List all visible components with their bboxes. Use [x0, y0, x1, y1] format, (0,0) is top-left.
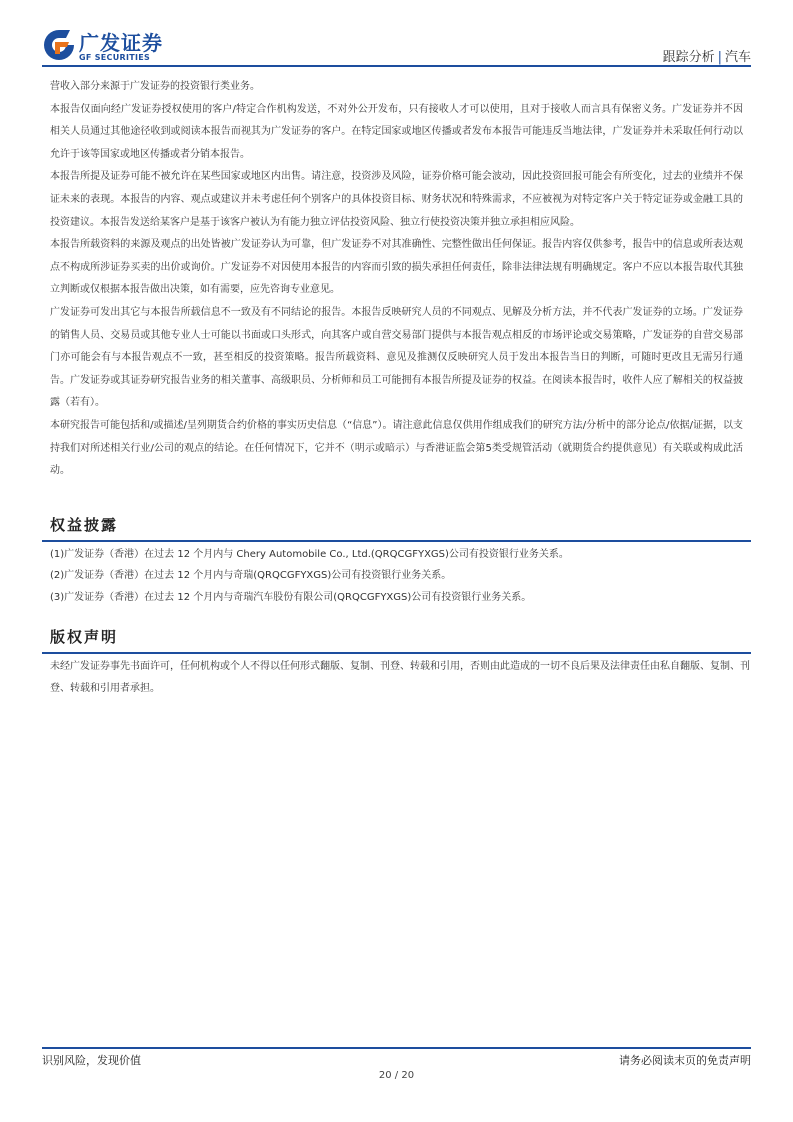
disclaimer-paragraph: 本报告仅面向经广发证券授权使用的客户/特定合作机构发送，不对外公开发布，只有接收人才可以使用，且对于接收人而言具有保密义务。广发证券并不因相关人员通过其他途径收到或阅读本报告而视其为广发证券的客户。在特定国家或地区传播或者发布本报告可能违反当地法律，广发证券并未采取任何行动以允许于该等国家或地区传播或者分销本报告。 [50, 103, 743, 160]
disclaimer-paragraph: 营收入部分来源于广发证券的投资银行类业务。 [50, 81, 260, 92]
footer-rule [42, 1047, 751, 1049]
copyright-section [42, 622, 751, 701]
disclaimer-paragraph: 广发证券可发出其它与本报告所载信息不一致及有不同结论的报告。本报告反映研究人员的不同观点、见解及分析方法，并不代表广发证券的立场。广发证券的销售人员、交易员或其他专业人士可能以书面或口头形式，向其客户或自营交易部门提供与本报告观点相反的市场评论或交易策略，广发证券的自营交易部门亦可能会有与本报告观点不一致，甚至相反的投资策略。报告所载资料、意见及推测仅反映研究人员于发出本报告当日的判断，可随时更改且无需另行通告。广发证券或其证券研究报告业务的相关董事、高级职员、分析师和员工可能拥有本报告所提及证券的权益。在阅读本报告时，收件人应了解相关的权益披露（若有）。 [50, 306, 743, 409]
gf-logo-icon [42, 28, 76, 62]
section-rule [42, 652, 751, 654]
section-title: 权益披露 [50, 516, 119, 534]
footer-notice: 请务必阅读末页的免责声明 [619, 1054, 751, 1067]
report-type: 跟踪分析 [662, 50, 715, 65]
report-category [663, 46, 751, 65]
footer-slogan: 识别风险，发现价值 [42, 1054, 141, 1067]
list-item: (3)广发证券（香港）在过去 12 个月内与奇瑞汽车股份有限公司(QRQCGFYXGS)公司有投资银行业务关系。 [50, 591, 532, 603]
disclaimer-paragraph: 本报告所载资料的来源及观点的出处皆被广发证券认为可靠，但广发证券不对其准确性、完整性做出任何保证。报告内容仅供参考，报告中的信息或所表达观点不构成所涉证券买卖的出价或询价。广发证券不对因使用本报告的内容而引致的损失承担任何责任，除非法律法规有明确规定。客户不应以本报告取代其独立判断或仅根据本报告做出决策，如有需要，应先咨询专业意见。 [50, 239, 743, 296]
copyright-text: 未经广发证券事先书面许可，任何机构或个人不得以任何形式翻版、复制、刊登、转载和引用，否则由此造成的一切不良后果及法律责任由私自翻版、复制、刊登、转载和引用者承担。 [50, 660, 750, 695]
gf-securities-logo [42, 28, 172, 64]
list-item: (1)广发证券（香港）在过去 12 个月内与 Chery Automobile Co., Ltd.(QRQCGFYXGS)公司有投资银行业务关系。 [50, 548, 569, 560]
header-rule [42, 65, 751, 67]
section-rule [42, 540, 751, 542]
equity-disclosure-section [42, 510, 751, 608]
page-number: 20 / 20 [378, 1070, 415, 1081]
logo-english-name: GF SECURITIES [79, 53, 151, 62]
list-item: (2)广发证券（香港）在过去 12 个月内与奇瑞(QRQCGFYXGS)公司有投资银行业务关系。 [50, 570, 452, 581]
disclaimer-body [50, 76, 743, 483]
disclosure-list [42, 544, 751, 609]
sector-label: 汽车 [724, 50, 751, 65]
disclaimer-paragraph: 本报告所提及证券可能不被允许在某些国家或地区内出售。请注意，投资涉及风险，证券价格可能会波动，因此投资回报可能会有所变化，过去的业绩并不保证未来的表现。本报告的内容、观点或建议并未考虑任何个别客户的具体投资目标、财务状况和特殊需求，不应被视为对特定客户关于特定证券或金融工具的投资建议。本报告发送给某客户是基于该客户被认为有能力独立评估投资风险、独立行使投资决策并独立承担相应风险。 [50, 171, 743, 228]
logo-chinese-name: 广发证券 [79, 31, 163, 55]
page-header [42, 26, 751, 66]
section-title: 版权声明 [50, 628, 119, 646]
disclaimer-paragraph: 本研究报告可能包括和/或描述/呈列期货合约价格的事实历史信息（“信息”）。请注意此信息仅供用作组成我们的研究方法/分析中的部分论点/依据/证据，以支持我们对所述相关行业/公司的观点的结论。在任何情况下，它并不（明示或暗示）与香港证监会第5类受规管活动（就期货合约提供意见）有关联或构成此活动。 [50, 419, 743, 477]
header-separator: | [717, 50, 722, 65]
